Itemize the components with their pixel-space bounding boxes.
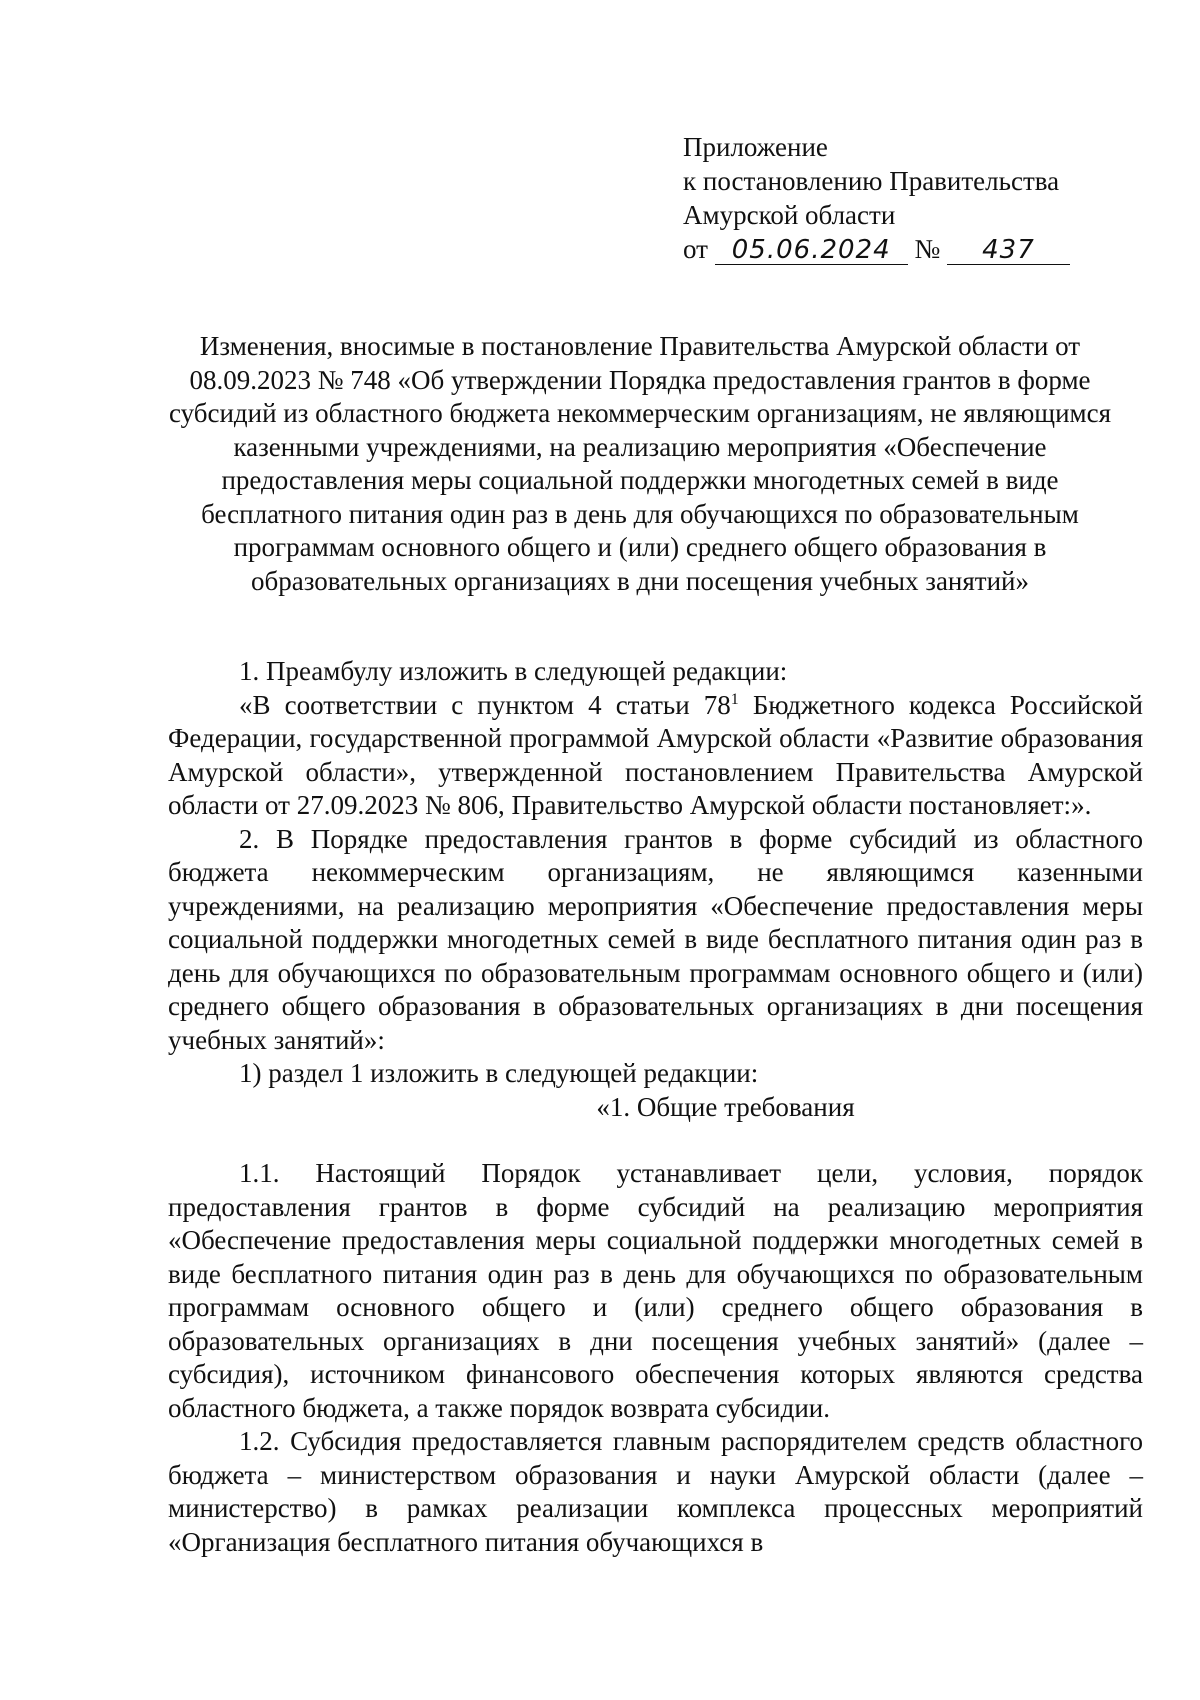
- handwritten-date: 05.06.2024: [715, 236, 908, 265]
- paragraph-2-text-end: Бюджетного кодекса Российской Федерации, государственной программой Амурской области «Развитие образования Амурской области», утвержденной постановлением Правительства Амурской области от 27.09.2023 № 806, Правительство Амурской области постановляет:».: [168, 689, 1143, 820]
- appendix-date-number-line: [683, 232, 1070, 266]
- paragraph-4: 1) раздел 1 изложить в следующей редакции:: [239, 1058, 759, 1088]
- document-title: Изменения, вносимые в постановление Правительства Амурской области от 08.09.2023 № 748 «Об утверждении Порядка предоставления грантов в форме субсидий из областного бюджета некоммерческим организациям, не являющимся казенными учреждениями, на реализацию мероприятия «Обеспечение предоставления меры социальной поддержки многодетных семей в виде бесплатного питания один раз в день для обучающихся по образовательным программам основного общего и (или) среднего общего образования в образовательных организациях в дни посещения учебных занятий»: [168, 331, 1112, 596]
- paragraph-3: 2. В Порядке предоставления грантов в форме субсидий из областного бюджета некоммерческим организациям, не являющимся казенными учреждениями, на реализацию мероприятия «Обеспечение предоставления меры социальной поддержки многодетных семей в виде бесплатного питания один раз в день для обучающихся по образовательным программам основного общего и (или) среднего общего образования в образовательных организациях в дни посещения учебных занятий»:: [168, 823, 1143, 1055]
- paragraph-1-2: 1.2. Субсидия предоставляется главным распорядителем средств областного бюджета – министерством образования и науки Амурской области (далее – министерство) в рамках реализации комплекса процессных мероприятий «Организация бесплатного питания обучающихся в: [168, 1426, 1143, 1557]
- number-sign: №: [914, 234, 941, 264]
- appendix-resolution-line: к постановлению Правительства: [683, 166, 1060, 196]
- appendix-label: Приложение: [683, 132, 828, 162]
- document-body: [168, 655, 1143, 1559]
- handwritten-number: 437: [947, 236, 1070, 265]
- superscript-1: 1: [730, 690, 739, 708]
- section-heading: «1. Общие требования: [596, 1091, 855, 1122]
- appendix-region-line: Амурской области: [683, 200, 896, 230]
- appendix-block: [683, 130, 1070, 266]
- paragraph-1-1: 1.1. Настоящий Порядок устанавливает цели, условия, порядок предоставления грантов в форме субсидий на реализацию мероприятия «Обеспечение предоставления меры социальной поддержки многодетных семей в виде бесплатного питания один раз в день для обучающихся по образовательным программам основного общего и (или) среднего общего образования в образовательных организациях в дни посещения учебных занятий» (далее – субсидия), источником финансового обеспечения которых являются средства областного бюджета, а также порядок возврата субсидии.: [168, 1158, 1143, 1423]
- paragraph-1: 1. Преамбулу изложить в следующей редакции:: [239, 656, 788, 686]
- paragraph-2: [168, 689, 1143, 823]
- paragraph-2-text-start: «В соответствии с пунктом 4 статьи 78: [239, 689, 731, 720]
- date-prefix: от: [683, 234, 708, 264]
